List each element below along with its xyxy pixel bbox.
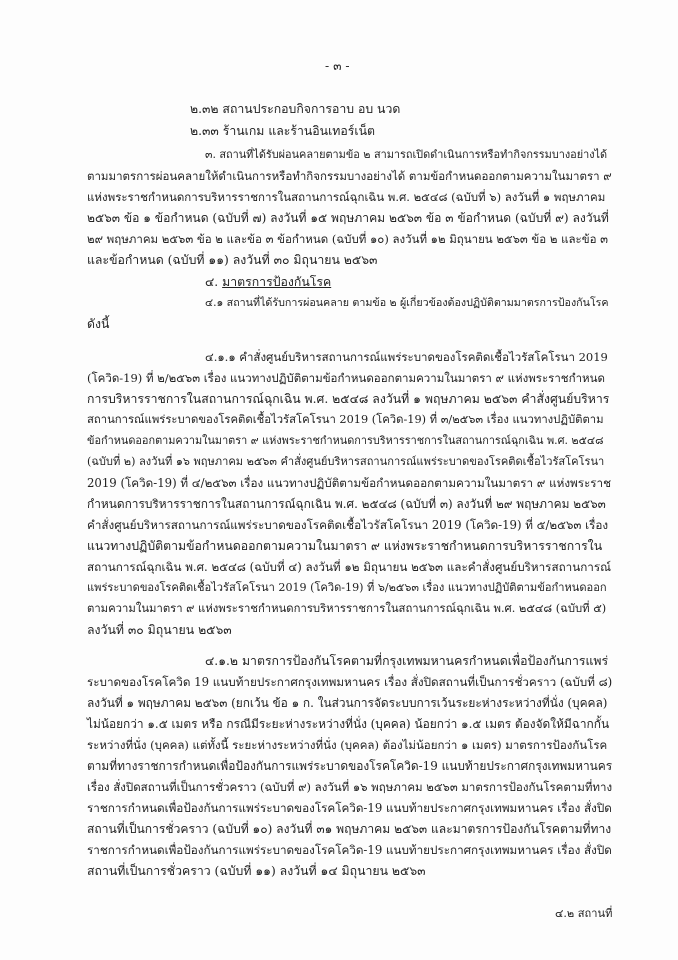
clause-4-1-2-line: ๔.๑.๒ มาตรการป้องกันโรคตามที่กรุงเทพมหานครกำหนดเพื่อป้องกันการแพร่ <box>205 654 609 668</box>
section-3-line: ๒๙ พฤษภาคม ๒๕๖๓ ข้อ ๒ และข้อ ๓ ข้อกำหนด (ฉบับที่ ๑๐) ลงวันที่ ๑๒ มิถุนายน ๒๕๖๓ ข้อ ๒ และข้อ ๓ <box>87 232 609 246</box>
clause-4-1-1-line: 2019 (โควิด-19) ที่ ๔/๒๕๖๓ เรื่อง แนวทางปฏิบัติตามข้อกำหนดออกตามความในมาตรา ๙ แห่งพระราช <box>87 476 612 490</box>
section-3-line: แห่งพระราชกำหนดการบริหารราชการในสถานการณ์ฉุกเฉิน พ.ศ. ๒๕๔๘ (ฉบับที่ ๖) ลงวันที่ ๑ พฤษภาคม <box>87 190 606 204</box>
clause-4-1-2-line: สถานที่เป็นการชั่วคราว (ฉบับที่ ๑๐) ลงวันที่ ๓๑ พฤษภาคม ๒๕๖๓ และมาตรการป้องกันโรคตามที่ทาง <box>87 822 612 836</box>
clause-4-1-2-line: ราชการกำหนดเพื่อป้องกันการแพร่ระบาดของโรคโควิด-19 แนบท้ายประกาศกรุงเทพมหานคร เรื่อง สั่งปิด <box>87 801 612 815</box>
section-3-line: และข้อกำหนด (ฉบับที่ ๑๑) ลงวันที่ ๓๐ มิถุนายน ๒๕๖๓ <box>87 253 378 267</box>
clause-4-1-1-line: ๔.๑.๑ คำสั่งศูนย์บริหารสถานการณ์แพร่ระบาดของโรคติดเชื้อไวรัสโคโรนา 2019 <box>205 350 608 364</box>
section-4-1-line: ๔.๑ สถานที่ได้รับการผ่อนคลาย ตามข้อ ๒ ผู้เกี่ยวข้องต้องปฏิบัติตามมาตรการป้องกันโรค <box>205 296 609 309</box>
page-number: - ๓ - <box>325 59 350 73</box>
section-3-line: ๓. สถานที่ได้รับผ่อนคลายตามข้อ ๒ สามารถเปิดดำเนินการหรือทำกิจกรรมบางอย่างได้ <box>205 148 608 161</box>
continuation-note: ๔.๒ สถานที่ <box>555 907 613 920</box>
clause-4-1-1-line: (ฉบับที่ ๒) ลงวันที่ ๑๖ พฤษภาคม ๒๕๖๓ คำสั่งศูนย์บริหารสถานการณ์แพร่ระบาดของโรคติดเชื้อไวรัสโคโรนา <box>87 455 605 468</box>
clause-4-1-1-line: ข้อกำหนดออกตามความในมาตรา ๙ แห่งพระราชกำหนดการบริหารราชการในสถานการณ์ฉุกเฉิน พ.ศ. ๒๕๔๘ <box>87 434 604 447</box>
clause-4-1-2-line: ลงวันที่ ๑ พฤษภาคม ๒๕๖๓ (ยกเว้น ข้อ ๑ ก. ในส่วนการจัดระบบการเว้นระยะห่างระหว่างที่นั่ง (บุคคล) <box>87 696 608 710</box>
clause-4-1-2-line: เรื่อง สั่งปิดสถานที่เป็นการชั่วคราว (ฉบับที่ ๙) ลงวันที่ ๑๖ พฤษภาคม ๒๕๖๓ มาตรการป้องกันโรคตามที่ทาง <box>87 780 613 794</box>
clause-4-1-2-line: ราชการกำหนดเพื่อป้องกันการแพร่ระบาดของโรคโควิด-19 แนบท้ายประกาศกรุงเทพมหานคร เรื่อง สั่งปิด <box>87 843 612 857</box>
clause-4-1-2-line: ระบาดของโรคโควิด 19 แนบท้ายประกาศกรุงเทพมหานคร เรื่อง สั่งปิดสถานที่เป็นการชั่วคราว (ฉบับที่ ๘) <box>87 675 613 689</box>
clause-4-1-2-line: สถานที่เป็นการชั่วคราว (ฉบับที่ ๑๑) ลงวันที่ ๑๔ มิถุนายน ๒๕๖๓ <box>87 864 426 878</box>
section-4-1-line: ดังนี้ <box>87 317 110 331</box>
clause-4-1-1-line: คำสั่งศูนย์บริหารสถานการณ์แพร่ระบาดของโรคติดเชื้อไวรัสโคโรนา 2019 (โควิด-19) ที่ ๕/๒๕๖๓ เรื่อง <box>87 518 609 532</box>
clause-4-1-1-line: (โควิด-19) ที่ ๒/๒๕๖๓ เรื่อง แนวทางปฏิบัติตามข้อกำหนดออกตามความในมาตรา ๙ แห่งพระราชกำหนด <box>87 371 605 385</box>
clause-4-1-1-line: กำหนดการบริหารราชการในสถานการณ์ฉุกเฉิน พ.ศ. ๒๕๔๘ (ฉบับที่ ๓) ลงวันที่ ๒๙ พฤษภาคม ๒๕๖๓ <box>87 497 606 511</box>
clause-4-1-2-line: ระหว่างที่นั่ง (บุคคล) แต่ทั้งนี้ ระยะห่างระหว่างที่นั่ง (บุคคล) ต้องไม่น้อยกว่า ๑ เมตร) มาตรการป้องกันโรค <box>87 738 608 752</box>
section-4-number: ๔. <box>205 275 219 289</box>
item-2-33: ๒.๓๓ ร้านเกม และร้านอินเทอร์เน็ต <box>190 124 375 138</box>
clause-4-1-1-line: แพร่ระบาดของโรคติดเชื้อไวรัสโคโรนา 2019 (โควิด-19) ที่ ๖/๒๕๖๓ เรื่อง แนวทางปฏิบัติตามข้อกำหนดออก <box>87 581 607 594</box>
clause-4-1-1-line: สถานการณ์ฉุกเฉิน พ.ศ. ๒๕๔๘ (ฉบับที่ ๔) ลงวันที่ ๑๒ มิถุนายน ๒๕๖๓ และคำสั่งศูนย์บริหารสถานการณ์ <box>87 560 611 574</box>
section-3-line: ๒๕๖๓ ข้อ ๑ ข้อกำหนด (ฉบับที่ ๗) ลงวันที่ ๑๕ พฤษภาคม ๒๕๖๓ ข้อ ๓ ข้อกำหนด (ฉบับที่ ๙) ลงวันที่ <box>87 211 609 225</box>
section-3-line: ตามมาตรการผ่อนคลายให้ดำเนินการหรือทำกิจกรรมบางอย่างได้ ตามข้อกำหนดออกตามความในมาตรา ๙ <box>87 169 612 183</box>
clause-4-1-1-line: แนวทางปฏิบัติตามข้อกำหนดออกตามความในมาตรา ๙ แห่งพระราชกำหนดการบริหารราชการใน <box>87 539 603 553</box>
clause-4-1-1-line: การบริหารราชการในสถานการณ์ฉุกเฉิน พ.ศ. ๒๕๔๘ ลงวันที่ ๑ พฤษภาคม ๒๕๖๓ คำสั่งศูนย์บริหาร <box>87 392 610 406</box>
clause-4-1-2-line: ตามที่ทางราชการกำหนดเพื่อป้องกันการแพร่ระบาดของโรคโควิด-19 แนบท้ายประกาศกรุงเทพมหานคร <box>87 759 613 773</box>
section-4-heading <box>205 272 331 292</box>
clause-4-1-1-line: สถานการณ์แพร่ระบาดของโรคติดเชื้อไวรัสโคโรนา 2019 (โควิด-19) ที่ ๓/๒๕๖๓ เรื่อง แนวทางปฏิบัติตาม <box>87 413 604 426</box>
clause-4-1-2-line: ไม่น้อยกว่า ๑.๕ เมตร หรือ กรณีมีระยะห่างระหว่างที่นั่ง (บุคคล) น้อยกว่า ๑.๕ เมตร ต้องจัดให้มีฉากกั้น <box>87 717 610 731</box>
clause-4-1-1-line: ลงวันที่ ๓๐ มิถุนายน ๒๕๖๓ <box>87 623 232 637</box>
section-4-title: มาตรการป้องกันโรค <box>222 275 332 289</box>
item-2-32: ๒.๓๒ สถานประกอบกิจการอาบ อบ นวด <box>190 102 401 116</box>
clause-4-1-1-line: ตามความในมาตรา ๙ แห่งพระราชกำหนดการบริหารราชการในสถานการณ์ฉุกเฉิน พ.ศ. ๒๕๔๘ (ฉบับที่ ๕) <box>87 602 607 615</box>
